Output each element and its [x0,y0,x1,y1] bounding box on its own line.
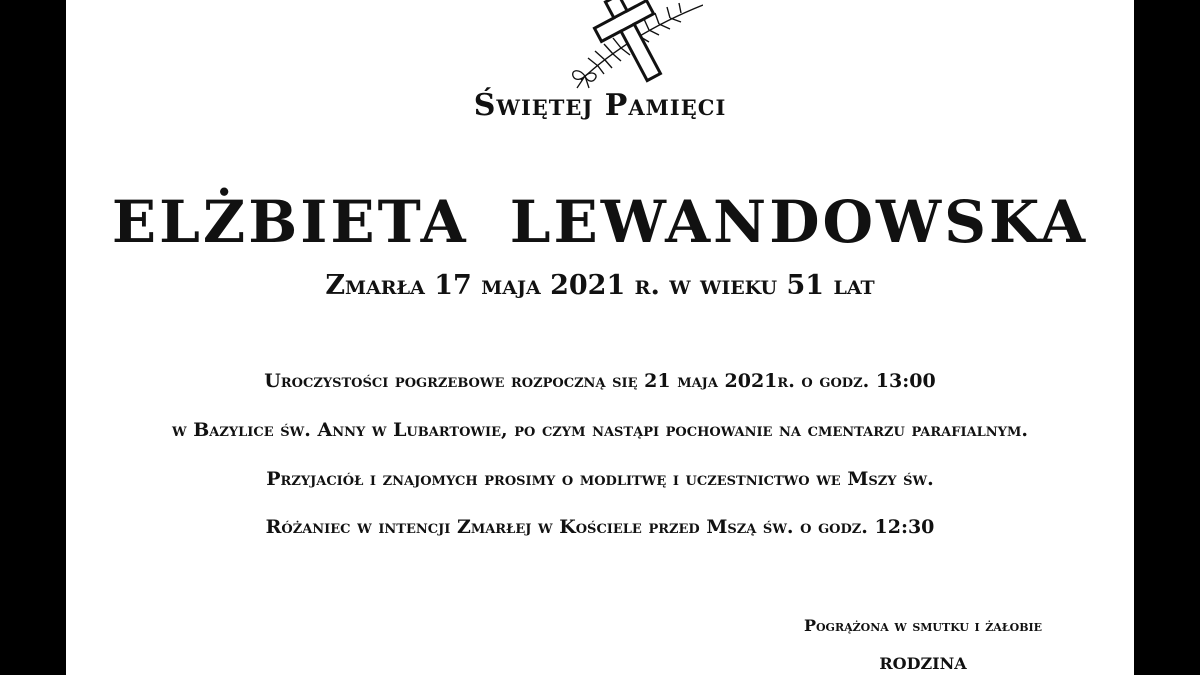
cross-with-palm-branch-icon [503,0,703,90]
obituary-card [66,0,1134,675]
heading-swietej-pamieci: Świętej Pamięci [473,88,727,123]
rosary-line: Różaniec w intencji Zmarłej w Kościele przed Mszą św. o godz. 12:30 [265,516,935,538]
deceased-name: ELŻBIETA LEWANDOWSKA [111,188,1089,256]
mourners-line: Pogrążona w smutku i żałobie [803,616,1043,635]
invitation-line: Przyjaciół i znajomych prosimy o modlitwę i uczestnictwo we Mszy św. [266,468,934,490]
family-signature: RODZINA [879,654,967,673]
funeral-location-line: w Bazylice św. Anny w Lubartowie, po czym nastąpi pochowanie na cmentarzu parafialnym. [172,419,1028,441]
death-date-line: Zmarła 17 maja 2021 r. w wieku 51 lat [325,270,875,301]
funeral-info-line: Uroczystości pogrzebowe rozpoczną się 21 maja 2021r. o godz. 13:00 [264,370,936,392]
